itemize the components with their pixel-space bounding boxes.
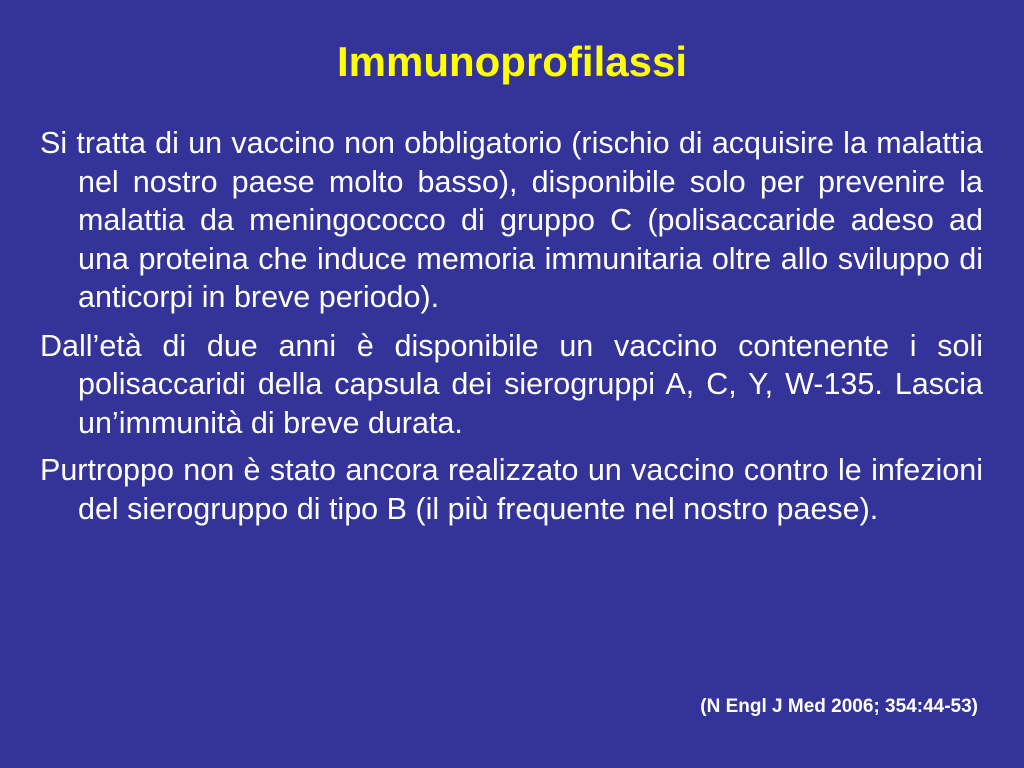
- paragraph-vaccine-polysaccharide: Dall’età di due anni è disponibile un vaccino contenente i soli polisaccaridi della capsula dei sierogruppi A, C, Y, W-135. Lascia un’immunità di breve durata.: [40, 328, 983, 440]
- slide-body: [40, 124, 983, 538]
- slide-title: Immunoprofilassi: [336, 38, 688, 85]
- paragraph-vaccine-group-c: Si tratta di un vaccino non obbligatorio (rischio di acquisire la malattia nel nostro paese molto basso), disponibile solo per prevenire la malattia da meningococco di gruppo C (polisaccaride adeso ad una proteina che induce memoria immunitaria oltre allo sviluppo di anticorpi in breve periodo).: [40, 126, 983, 314]
- citation-reference: (N Engl J Med 2006; 354:44-53): [700, 696, 978, 717]
- paragraph-serogroup-b: Purtroppo non è stato ancora realizzato un vaccino contro le infezioni del sierogruppo di tipo B (il più frequente nel nostro paese).: [40, 453, 983, 526]
